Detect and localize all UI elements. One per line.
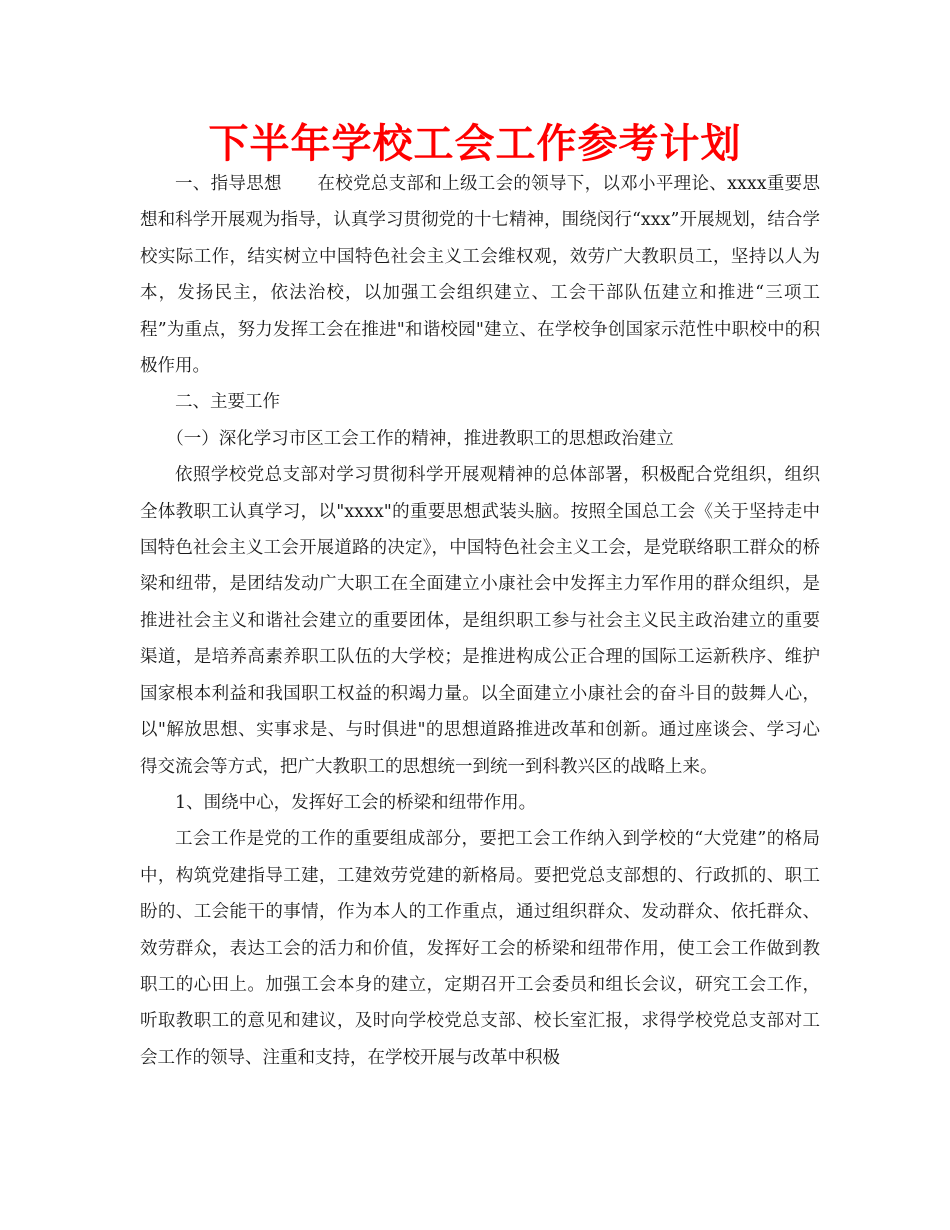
heading-section-1: （一）深化学习市区工会工作的精神，推进教职工的思想政治建立	[166, 428, 674, 449]
paragraph-guiding-ideology: 一、指导思想 在校党总支部和上级工会的领导下，以邓小平理论、xxxx重要思想和科学开展观为指导，认真学习贯彻党的十七精神，围绕闵行“xxx”开展规划，结合学校实际工作，结实树立中国特色社会主义工会维权观，效劳广大教职员工，坚持以人为本，发扬民主，依法治校，以加强工会组织建立、工会干部队伍建立和推进“三项工程”为重点，努力发挥工会在推进"和谐校园"建立、在学校争创国家示范性中职校中的积极作用。	[140, 174, 820, 377]
paragraph-study: 依照学校党总支部对学习贯彻科学开展观精神的总体部署，积极配合党组织，组织全体教职工认真学习，以"xxxx"的重要思想武装头脑。按照全国总工会《关于坚持走中国特色社会主义工会开展道路的决定》，中国特色社会主义工会，是党联络职工群众的桥梁和纽带，是团结发动广大职工在全面建立小康社会中发挥主力军作用的群众组织，是推进社会主义和谐社会建立的重要团体，是组织职工参与社会主义民主政治建立的重要渠道，是培养高素养职工队伍的大学校；是推进构成公正合理的国际工运新秩序、维护国家根本利益和我国职工权益的积竭力量。以全面建立小康社会的奋斗目的鼓舞人心，以"解放思想、实事求是、与时俱进"的思想道路推进改革和创新。通过座谈会、学习心得交流会等方式，把广大教职工的思想统一到统一到科教兴区的战略上来。	[140, 465, 820, 777]
heading-item-1: 1、围绕中心，发挥好工会的桥梁和纽带作用。	[175, 792, 537, 813]
document-body	[140, 166, 820, 1076]
paragraph-union-work: 工会工作是党的工作的重要组成部分，要把工会工作纳入到学校的“大党建”的格局中，构筑党建指导工建，工建效劳党建的新格局。要把党总支部想的、行政抓的、职工盼的、工会能干的事情，作为本人的工作重点，通过组织群众、发动群众、依托群众、效劳群众，表达工会的活力和价值，发挥好工会的桥梁和纽带作用，使工会工作做到教职工的心田上。加强工会本身的建立，定期召开工会委员和组长会议，研究工会工作，听取教职工的意见和建议，及时向学校党总支部、校长室汇报，求得学校党总支部对工会工作的领导、注重和支持，在学校开展与改革中积极	[140, 829, 820, 1068]
document-title: 下半年学校工会工作参考计划	[208, 120, 742, 167]
heading-main-work: 二、主要工作	[175, 392, 280, 413]
